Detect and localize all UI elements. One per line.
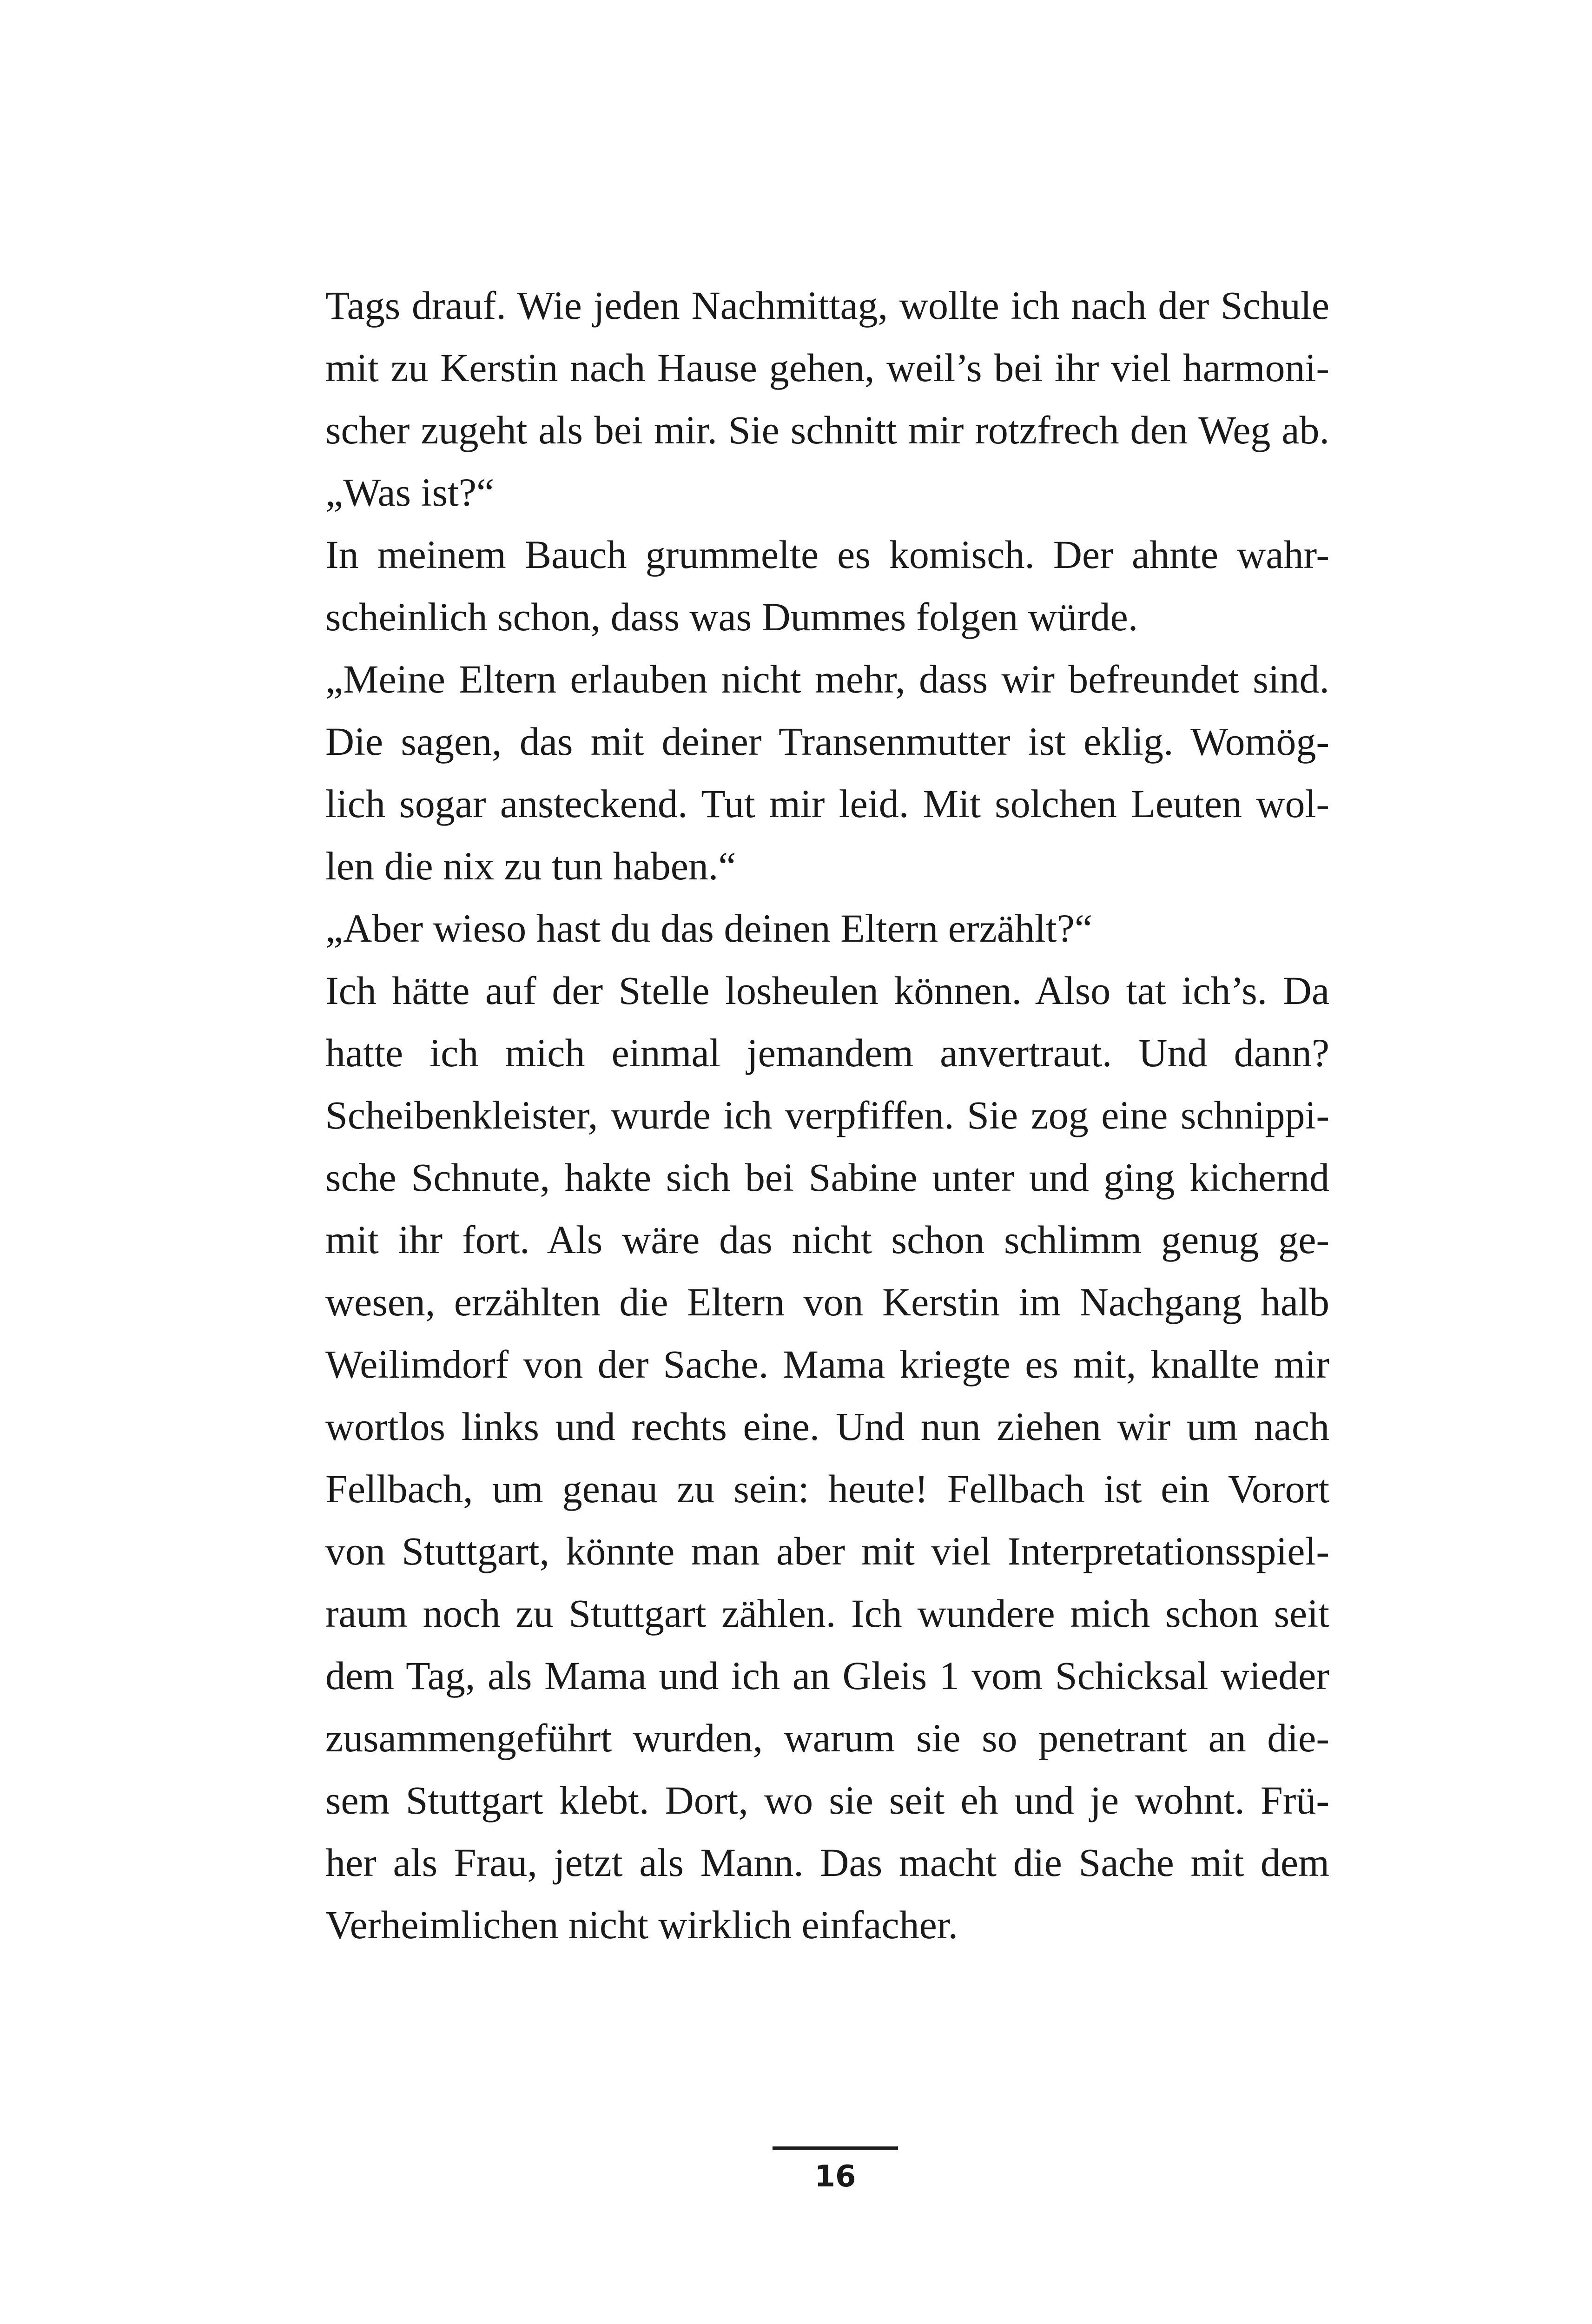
text-line: her als Frau, jetzt als Mann. Das macht die Sache mit dem [325, 1840, 1329, 1885]
text-line: Ich hätte auf der Stelle losheulen können. Also tat ich’s. Da [325, 968, 1329, 1013]
text-line: „Was ist?“ [325, 470, 495, 515]
page-footer [773, 2146, 898, 2195]
text-line: wesen, erzählten die Eltern von Kerstin im Nachgang halb [325, 1280, 1329, 1324]
text-line: In meinem Bauch grummelte es komisch. Der ahnte wahr- [325, 532, 1329, 577]
text-line: „Meine Eltern erlauben nicht mehr, dass wir befreundet sind. [325, 657, 1329, 701]
text-line: dem Tag, als Mama und ich an Gleis 1 vom Schicksal wieder [325, 1653, 1329, 1698]
text-line: Fellbach, um genau zu sein: heute! Fellbach ist ein Vorort [325, 1466, 1329, 1511]
text-line: Weilimdorf von der Sache. Mama kriegte es mit, knallte mir [325, 1342, 1329, 1386]
text-line: scheinlich schon, dass was Dummes folgen würde. [325, 594, 1138, 639]
text-line: sem Stuttgart klebt. Dort, wo sie seit eh und je wohnt. Frü- [325, 1778, 1329, 1822]
text-line: von Stuttgart, könnte man aber mit viel Interpretationsspiel- [325, 1529, 1329, 1573]
page-number: 16 [814, 2159, 856, 2194]
text-line: „Aber wieso hast du das deinen Eltern erzählt?“ [325, 906, 1093, 951]
text-line: Verheimlichen nicht wirklich einfacher. [325, 1902, 958, 1947]
text-line: sche Schnute, hakte sich bei Sabine unter und ging kichernd [325, 1155, 1329, 1200]
footer-rule [773, 2146, 898, 2150]
text-line: len die nix zu tun haben.“ [325, 844, 736, 888]
text-line: Die sagen, das mit deiner Transenmutter ist eklig. Womög- [325, 719, 1329, 764]
text-line: scher zugeht als bei mir. Sie schnitt mir rotzfrech den Weg ab. [325, 408, 1329, 452]
text-line: lich sogar ansteckend. Tut mir leid. Mit solchen Leuten wol- [325, 781, 1329, 826]
text-line: Scheibenkleister, wurde ich verpfiffen. Sie zog eine schnippi- [325, 1093, 1329, 1137]
body-text [325, 274, 1329, 1956]
text-line: zusammengeführt wurden, warum sie so penetrant an die- [325, 1716, 1329, 1760]
text-line: Tags drauf. Wie jeden Nachmittag, wollte ich nach der Schule [325, 283, 1329, 328]
text-line: wortlos links und rechts eine. Und nun ziehen wir um nach [325, 1404, 1329, 1449]
text-line: raum noch zu Stuttgart zählen. Ich wundere mich schon seit [325, 1591, 1329, 1636]
text-line: mit zu Kerstin nach Hause gehen, weil’s bei ihr viel harmoni- [325, 345, 1329, 390]
text-line: mit ihr fort. Als wäre das nicht schon schlimm genug ge- [325, 1217, 1329, 1262]
text-line: hatte ich mich einmal jemandem anvertraut. Und dann? [325, 1030, 1329, 1075]
